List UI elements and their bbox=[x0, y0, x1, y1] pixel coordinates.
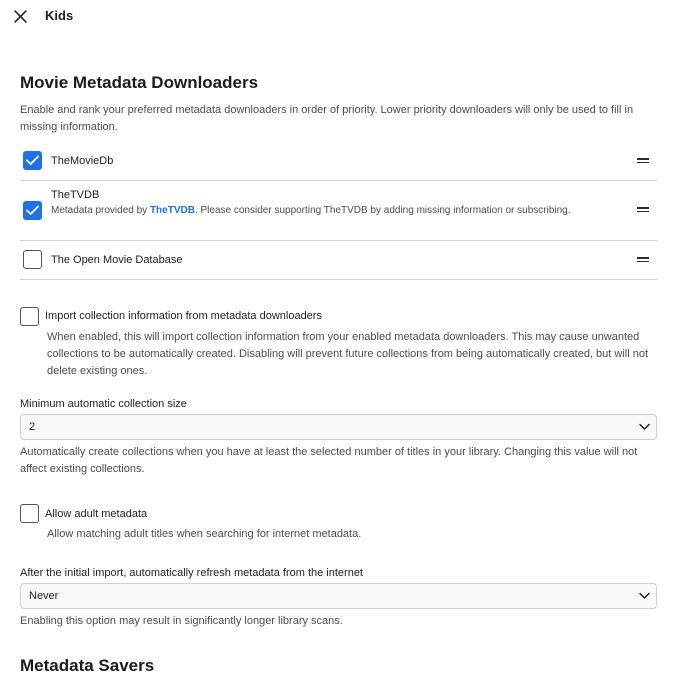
section-description: Enable and rank your preferred metadata downloaders in order of priority. Lower priority downloaders will only be used to fill in missing information. bbox=[20, 104, 634, 133]
next-section-title: Metadata Savers bbox=[20, 656, 155, 675]
select-value: Never bbox=[29, 590, 59, 602]
section-title: Movie Metadata Downloaders bbox=[20, 73, 259, 92]
min-collection-size-label: Minimum automatic collection size bbox=[20, 398, 187, 410]
drag-handle-icon[interactable] bbox=[637, 257, 649, 263]
adult-metadata-label[interactable]: Allow adult metadata bbox=[45, 508, 148, 520]
chevron-down-icon bbox=[639, 423, 650, 431]
attribution-prefix: Metadata provided by bbox=[51, 205, 150, 216]
drag-handle-icon[interactable] bbox=[637, 207, 649, 213]
check-icon bbox=[26, 155, 39, 166]
page-title: Kids bbox=[45, 8, 74, 23]
thetvdb-checkbox[interactable] bbox=[23, 201, 42, 220]
themoviedb-checkbox[interactable] bbox=[23, 151, 42, 170]
omdb-checkbox[interactable] bbox=[23, 250, 42, 269]
downloader-item-omdb[interactable] bbox=[20, 241, 657, 280]
drag-handle-icon[interactable] bbox=[637, 158, 649, 164]
downloader-name: The Open Movie Database bbox=[51, 254, 183, 266]
min-collection-size-select[interactable] bbox=[20, 414, 657, 440]
refresh-metadata-label: After the initial import, automatically refresh metadata from the internet bbox=[20, 567, 363, 579]
adult-metadata-description: Allow matching adult titles when searching for internet metadata. bbox=[47, 528, 362, 540]
min-collection-size-description: Automatically create collections when you have at least the selected number of titles in your library. Changing this value will not affect existing collections. bbox=[20, 446, 638, 475]
refresh-metadata-select[interactable] bbox=[20, 583, 657, 609]
close-icon bbox=[14, 10, 27, 23]
close-button[interactable] bbox=[10, 6, 30, 26]
downloader-attribution bbox=[51, 203, 611, 219]
downloader-list bbox=[20, 141, 657, 280]
downloader-name: TheTVDB bbox=[51, 189, 100, 201]
downloader-name: TheMovieDb bbox=[51, 155, 114, 167]
import-collections-label[interactable]: Import collection information from metadata downloaders bbox=[45, 310, 322, 322]
downloader-item-thetvdb[interactable] bbox=[20, 181, 657, 241]
attribution-suffix: . Please consider supporting TheTVDB by adding missing information or subscribing. bbox=[194, 205, 571, 216]
adult-metadata-checkbox[interactable] bbox=[20, 504, 39, 523]
chevron-down-icon bbox=[639, 592, 650, 600]
import-collections-description: When enabled, this will import collection information from your enabled metadata downloaders. This may cause unwanted collections to be automatically created. Disabling will prevent future collections from being automatically created, but will not delete existing ones. bbox=[47, 331, 649, 377]
thetvdb-link[interactable]: TheTVDB bbox=[149, 205, 195, 216]
check-icon bbox=[26, 205, 39, 216]
select-value: 2 bbox=[29, 421, 36, 433]
refresh-metadata-description: Enabling this option may result in significantly longer library scans. bbox=[20, 615, 343, 627]
header bbox=[0, 0, 682, 34]
import-collections-checkbox[interactable] bbox=[20, 307, 39, 326]
downloader-item-themoviedb[interactable] bbox=[20, 141, 657, 181]
